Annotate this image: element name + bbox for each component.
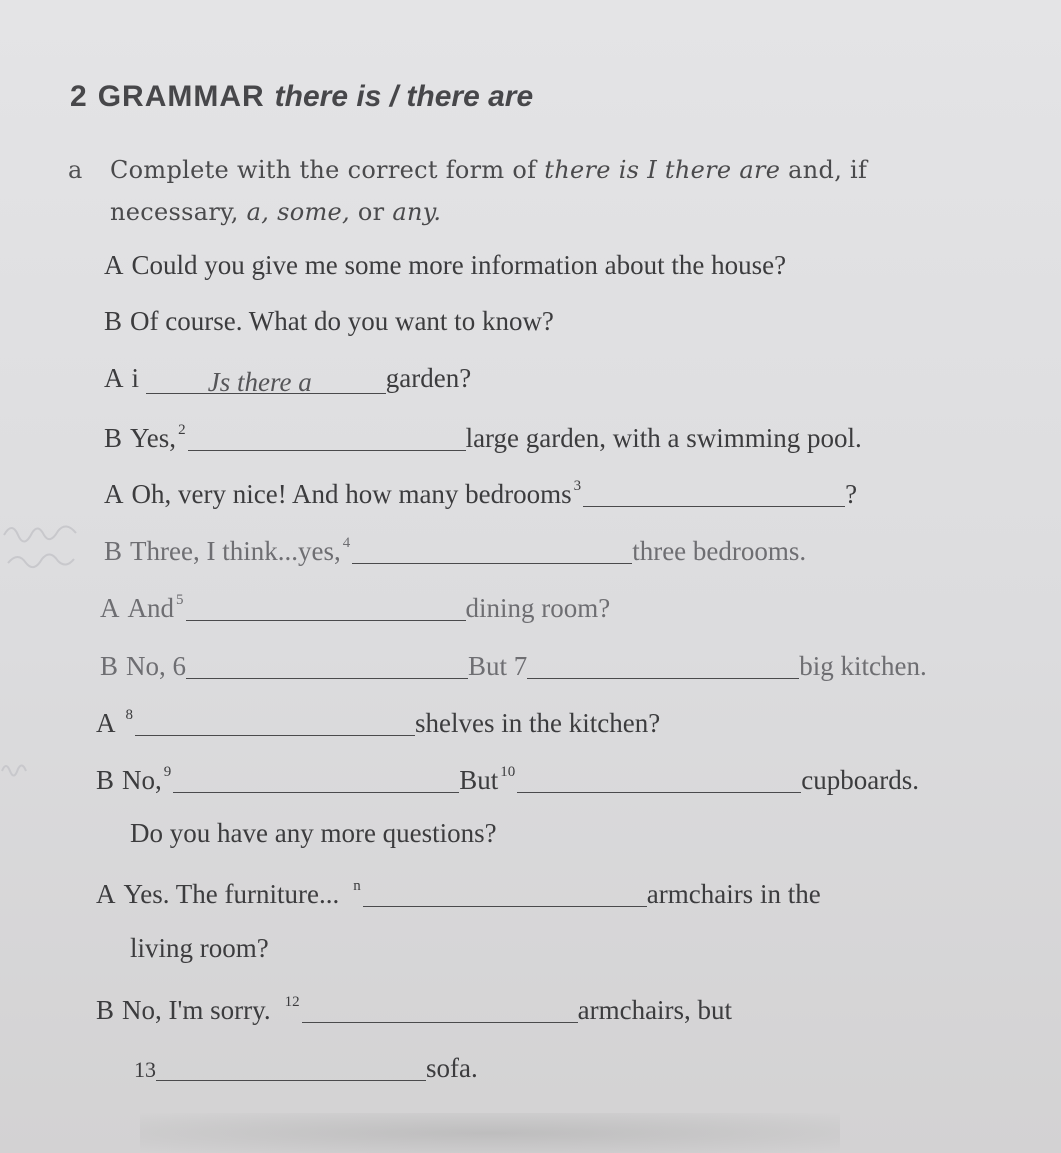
- dialogue-line-4: B Yes, $^2$ large garden, with a swimming pool.: [104, 422, 862, 453]
- dialogue-line-5: A Oh, very nice! And how many bedrooms $^3$ ?: [104, 478, 858, 509]
- answer-blank-9[interactable]: [173, 766, 459, 793]
- answer-blank-12[interactable]: [302, 996, 578, 1023]
- section-heading: [70, 80, 533, 114]
- dialogue-line-15: 13 sofa.: [134, 1053, 478, 1083]
- answer-blank-11[interactable]: [363, 880, 647, 907]
- answer-blank-6[interactable]: [186, 652, 468, 679]
- dialogue-line-3-example: A i Js there a garden?: [104, 363, 472, 397]
- answer-blank-5[interactable]: [186, 594, 466, 621]
- answer-blank-13[interactable]: [156, 1054, 426, 1081]
- dialogue-line-9: A $^8$ shelves in the kitchen?: [96, 707, 661, 738]
- section-number: 2: [70, 80, 88, 113]
- exercise-letter: a: [68, 156, 83, 184]
- answer-blank-8[interactable]: [135, 709, 415, 736]
- section-title: GRAMMAR: [97, 80, 265, 113]
- dialogue-line-6: B Three, I think...yes, $^4$ three bedrooms.: [104, 535, 807, 566]
- dialogue-line-11: Do you have any more questions?: [130, 818, 497, 848]
- dialogue-line-10: B No, $^9$ But $^{10}$ cupboards.: [96, 764, 919, 795]
- pencil-scribble-icon: [0, 515, 100, 585]
- page-fold-shadow: [140, 1113, 840, 1153]
- instruction-line-2: necessary, a, some, or any.: [110, 198, 442, 226]
- dialogue-line-8: B No, 6 But 7 big kitchen.: [100, 651, 927, 681]
- dialogue-line-13: living room?: [130, 933, 269, 963]
- instruction-line-1: Complete with the correct form of there is I there are and, if: [110, 156, 868, 184]
- answer-blank-2[interactable]: [188, 424, 466, 451]
- answer-blank-3[interactable]: [583, 480, 845, 507]
- answer-blank-10[interactable]: [517, 766, 801, 793]
- answer-blank-1[interactable]: [146, 367, 386, 397]
- answer-blank-4[interactable]: [352, 537, 632, 564]
- pencil-mark-icon: [0, 755, 30, 779]
- example-answer: Js there a: [207, 367, 312, 397]
- dialogue-line-7: A And $^5$ dining room?: [100, 592, 611, 623]
- dialogue-line-14: B No, I'm sorry. $^{12}$ armchairs, but: [96, 994, 733, 1025]
- section-topic: there is / there are: [274, 80, 534, 113]
- answer-blank-7[interactable]: [527, 652, 799, 679]
- dialogue-line-12: A Yes. The furniture... $^n$ armchairs in the: [96, 878, 821, 909]
- dialogue-line-1: A Could you give me some more information about the house?: [104, 250, 787, 280]
- dialogue-line-2: B Of course. What do you want to know?: [104, 306, 554, 336]
